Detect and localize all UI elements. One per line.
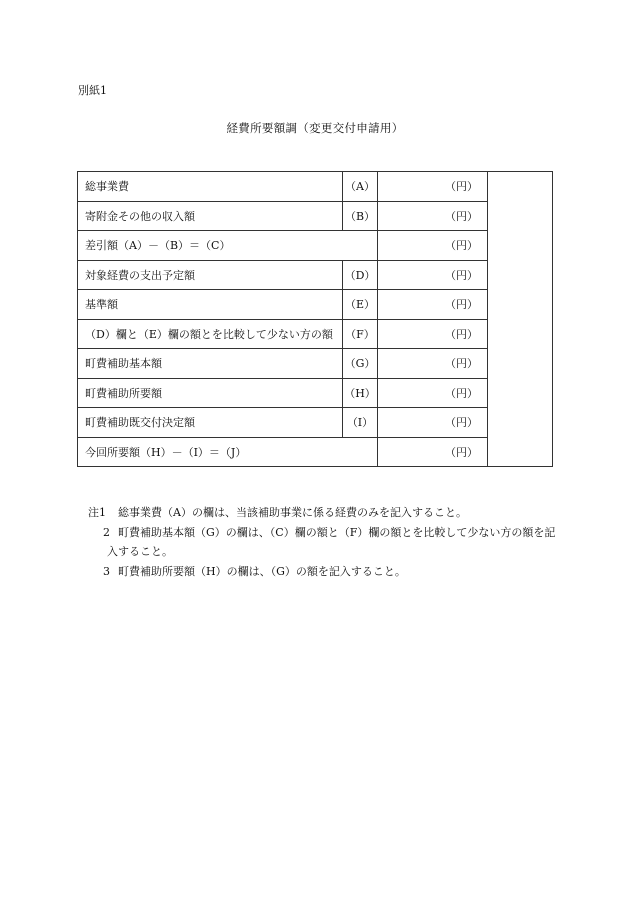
row-code: （I） (343, 408, 378, 438)
table-row (78, 378, 553, 408)
row-code: （A） (343, 172, 378, 202)
row-label: 差引額（A）－（B）＝（C） (78, 231, 378, 261)
row-label: 総事業費 (78, 172, 343, 202)
note-number: 注1 (88, 506, 106, 519)
note-text: 町費補助所要額（H）の欄は、（G）の額を記入すること。 (118, 564, 406, 578)
table-row (78, 349, 553, 379)
amount-cell: （円） (378, 349, 488, 379)
table-row (78, 201, 553, 231)
amount-cell: （円） (378, 260, 488, 290)
row-label: 町費補助所要額 (78, 378, 343, 408)
amount-cell: （円） (378, 408, 488, 438)
notes-section (88, 503, 558, 581)
budget-table (77, 171, 553, 467)
table-row (78, 260, 553, 290)
row-code: （G） (343, 349, 378, 379)
note-text: 総事業費（A）の欄は、当該補助事業に係る経費のみを記入すること。 (118, 506, 467, 519)
appendix-label: 別紙1 (78, 84, 107, 97)
table-row (78, 408, 553, 438)
amount-cell: （円） (378, 319, 488, 349)
row-code: （D） (343, 260, 378, 290)
row-label: （D）欄と（E）欄の額とを比較して少ない方の額 (78, 319, 343, 349)
table-row (78, 231, 553, 261)
amount-cell: （円） (378, 378, 488, 408)
row-label: 基準額 (78, 290, 343, 320)
row-code: （H） (343, 378, 378, 408)
row-code: （F） (343, 319, 378, 349)
table-row (78, 319, 553, 349)
amount-cell: （円） (378, 290, 488, 320)
document-title: 経費所要額調（変更交付申請用） (226, 121, 404, 135)
table-row (78, 290, 553, 320)
note-continuation: 入すること。 (107, 545, 173, 558)
note-item (88, 523, 558, 543)
row-label: 町費補助既交付決定額 (78, 408, 343, 438)
amount-cell: （円） (378, 437, 488, 467)
row-code: （E） (343, 290, 378, 320)
note-text: 町費補助基本額（G）の欄は、（C）欄の額と（F）欄の額とを比較して少ない方の額を記 (118, 525, 556, 539)
amount-cell: （円） (378, 172, 488, 202)
row-label: 対象経費の支出予定額 (78, 260, 343, 290)
note-item (88, 503, 558, 523)
row-label: 寄附金その他の収入額 (78, 201, 343, 231)
note-item (88, 562, 558, 582)
note-number: 3 (103, 564, 110, 578)
amount-cell: （円） (378, 201, 488, 231)
row-code: （B） (343, 201, 378, 231)
table-row (78, 437, 553, 467)
amount-cell: （円） (378, 231, 488, 261)
row-label: 今回所要額（H）－（I）＝（J） (78, 437, 378, 467)
table-row (78, 172, 553, 202)
row-label: 町費補助基本額 (78, 349, 343, 379)
note-number: 2 (103, 525, 110, 539)
remarks-cell (488, 172, 553, 467)
